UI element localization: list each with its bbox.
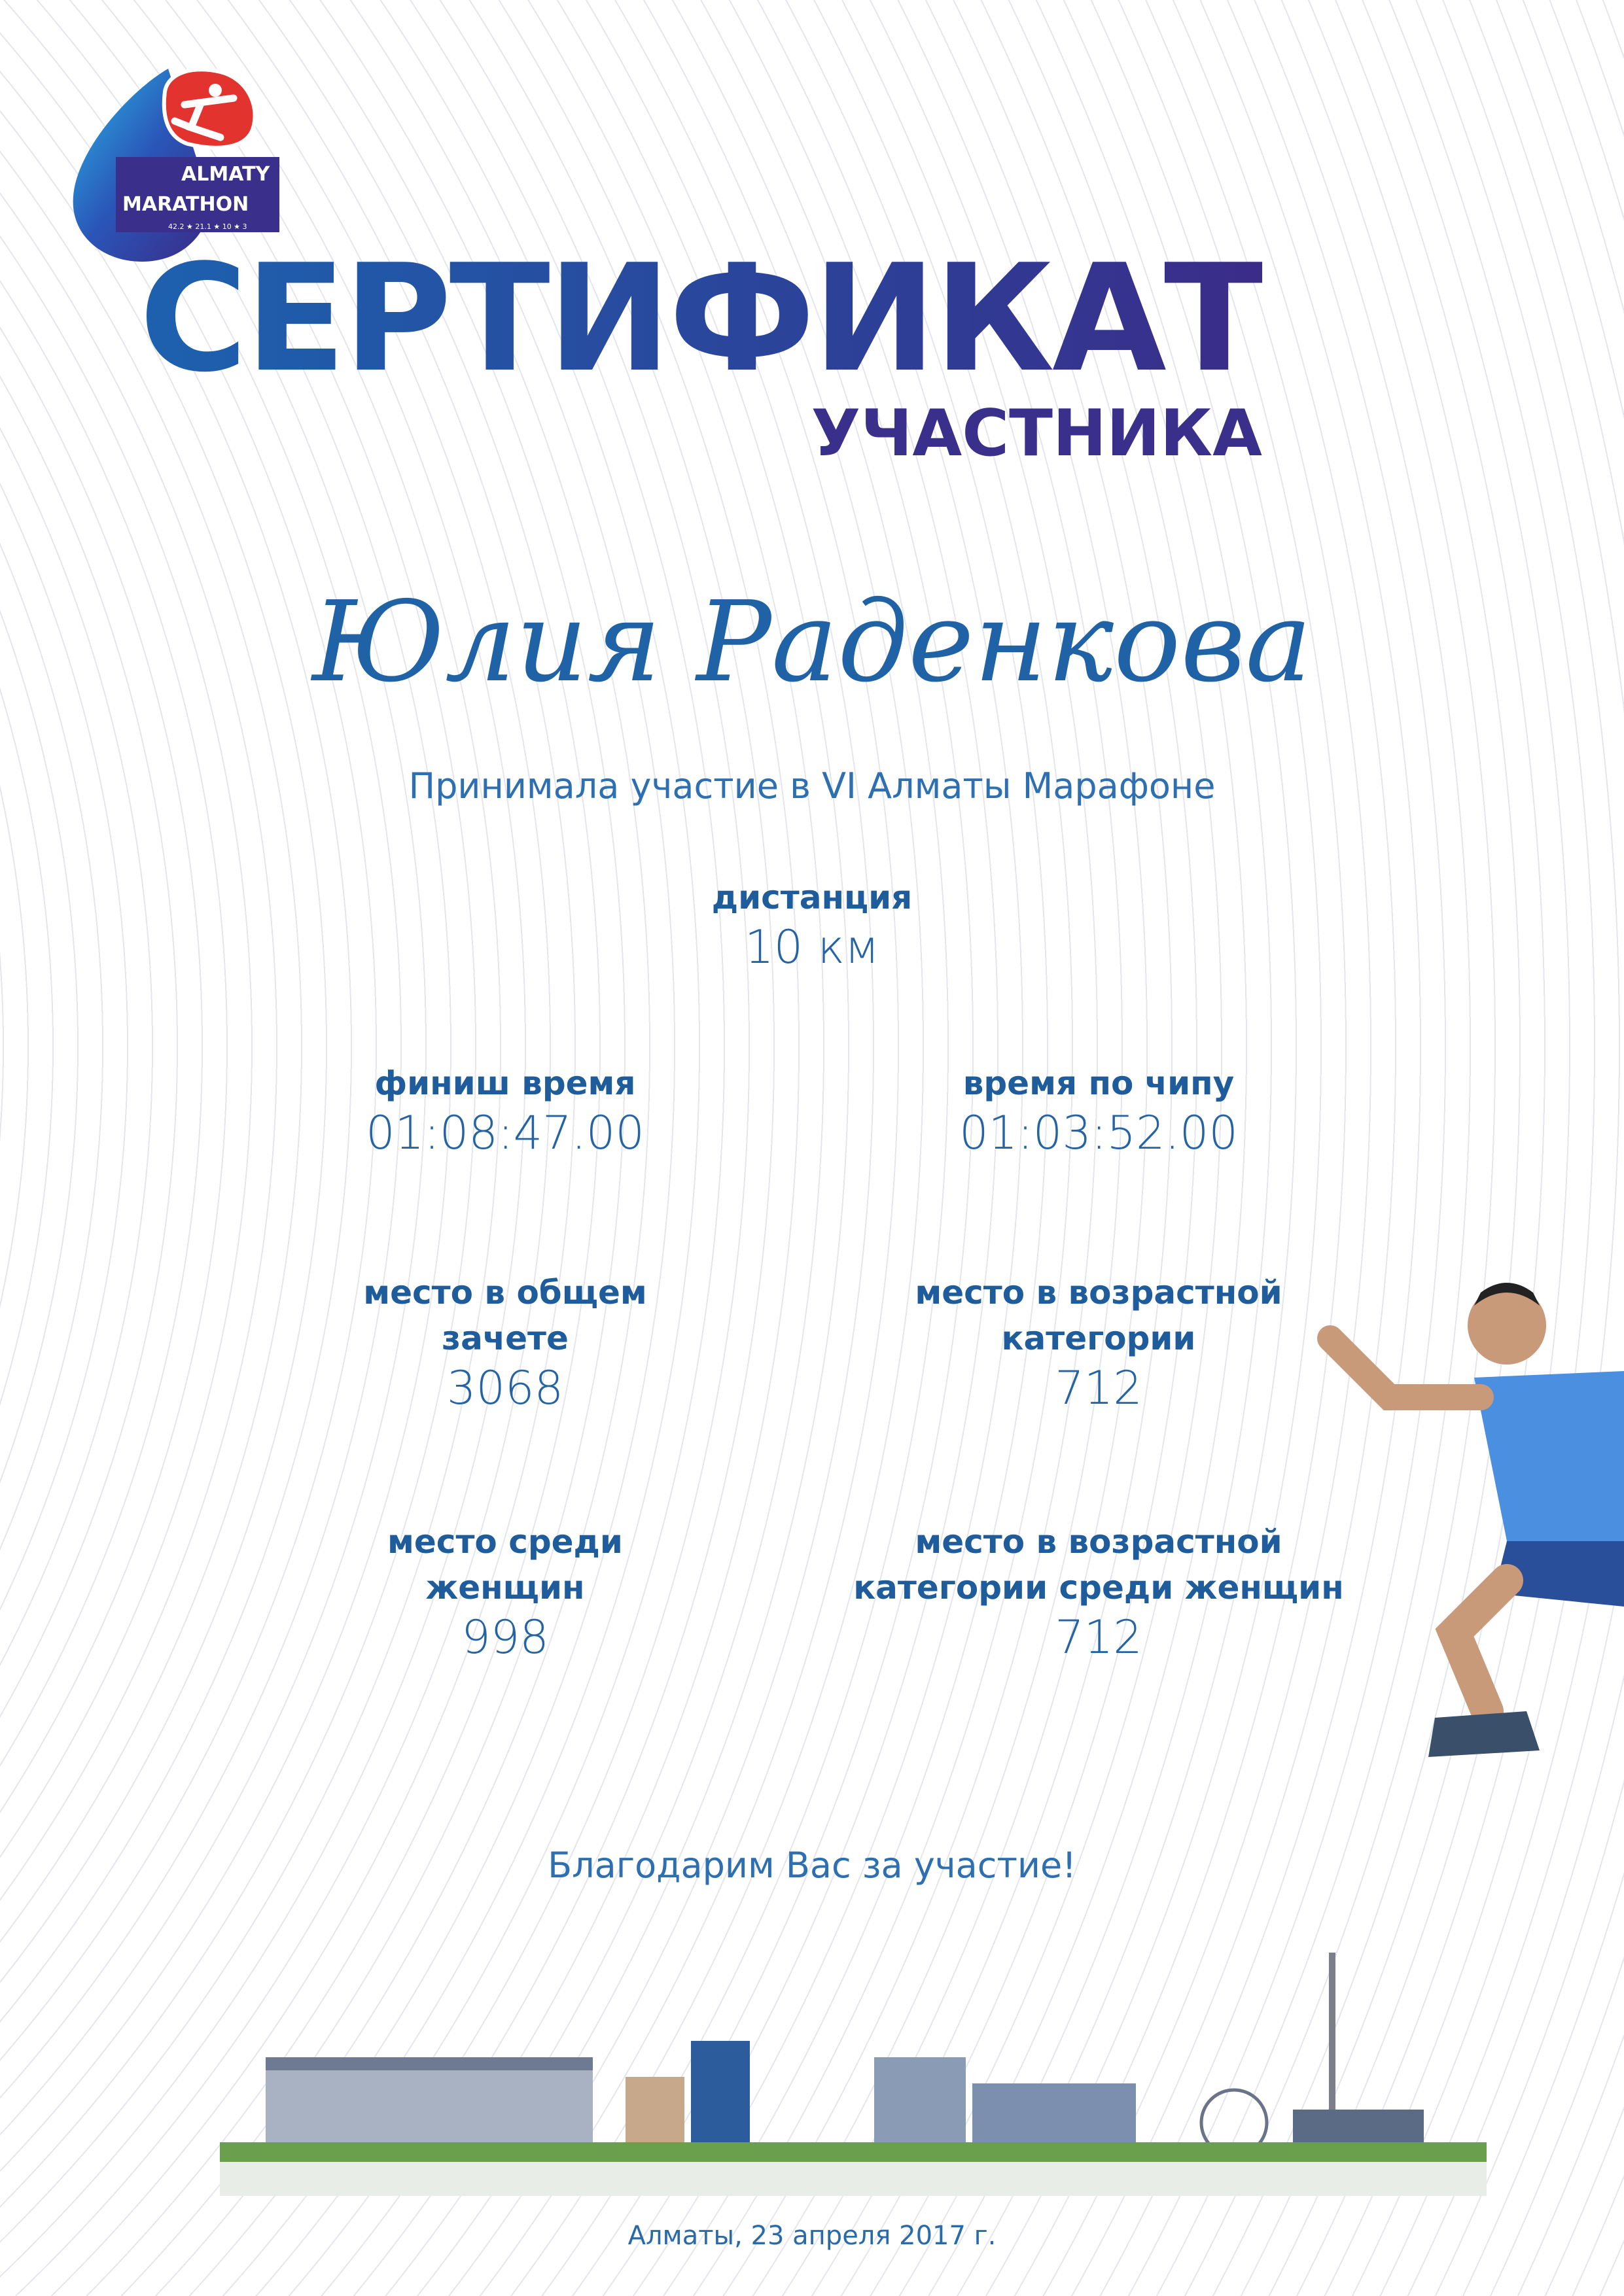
city-skyline-image bbox=[220, 1933, 1487, 2196]
overall-place-value: 3068 bbox=[446, 1361, 564, 1415]
finish-time-block bbox=[211, 1060, 800, 1160]
age-place-value: 712 bbox=[1055, 1361, 1142, 1415]
age-women-place-block bbox=[804, 1519, 1393, 1664]
age-women-place-label: место в возрастной категории среди женщин bbox=[853, 1523, 1344, 1607]
svg-text:ALMATY: ALMATY bbox=[181, 163, 270, 186]
overall-place-block bbox=[211, 1270, 800, 1415]
distance-value: 10 км bbox=[745, 920, 879, 974]
participant-name: Юлия Раденкова bbox=[312, 578, 1312, 707]
chip-time-block bbox=[804, 1060, 1393, 1160]
distance-block bbox=[518, 875, 1106, 974]
thanks-text: Благодарим Вас за участие! bbox=[548, 1845, 1076, 1886]
age-place-block bbox=[804, 1270, 1393, 1415]
finish-time-value: 01:08:47.00 bbox=[366, 1106, 644, 1160]
finish-time-label: финиш время bbox=[374, 1064, 636, 1102]
participation-text: Принимала участие в VI Алматы Марафоне bbox=[408, 765, 1216, 807]
overall-place-label: место в общем зачете bbox=[363, 1274, 647, 1357]
certificate-title: СЕРТИФИКАТ bbox=[0, 245, 1262, 393]
distance-label: дистанция bbox=[711, 878, 913, 916]
svg-text:MARATHON: MARATHON bbox=[122, 193, 249, 216]
women-place-value: 998 bbox=[461, 1610, 549, 1664]
certificate-subtitle: УЧАСТНИКА bbox=[811, 396, 1262, 471]
runner-image bbox=[1311, 1266, 1624, 1786]
age-women-place-value: 712 bbox=[1055, 1610, 1142, 1664]
chip-time-label: время по чипу bbox=[962, 1064, 1235, 1102]
age-place-label: место в возрастной категории bbox=[915, 1274, 1282, 1357]
women-place-label: место среди женщин bbox=[387, 1523, 623, 1607]
date-text: Алматы, 23 апреля 2017 г. bbox=[627, 2221, 997, 2251]
svg-text:42.2 ★ 21.1 ★ 10 ★ 3: 42.2 ★ 21.1 ★ 10 ★ 3 bbox=[168, 222, 247, 231]
chip-time-value: 01:03:52.00 bbox=[959, 1106, 1238, 1160]
women-place-block bbox=[211, 1519, 800, 1664]
